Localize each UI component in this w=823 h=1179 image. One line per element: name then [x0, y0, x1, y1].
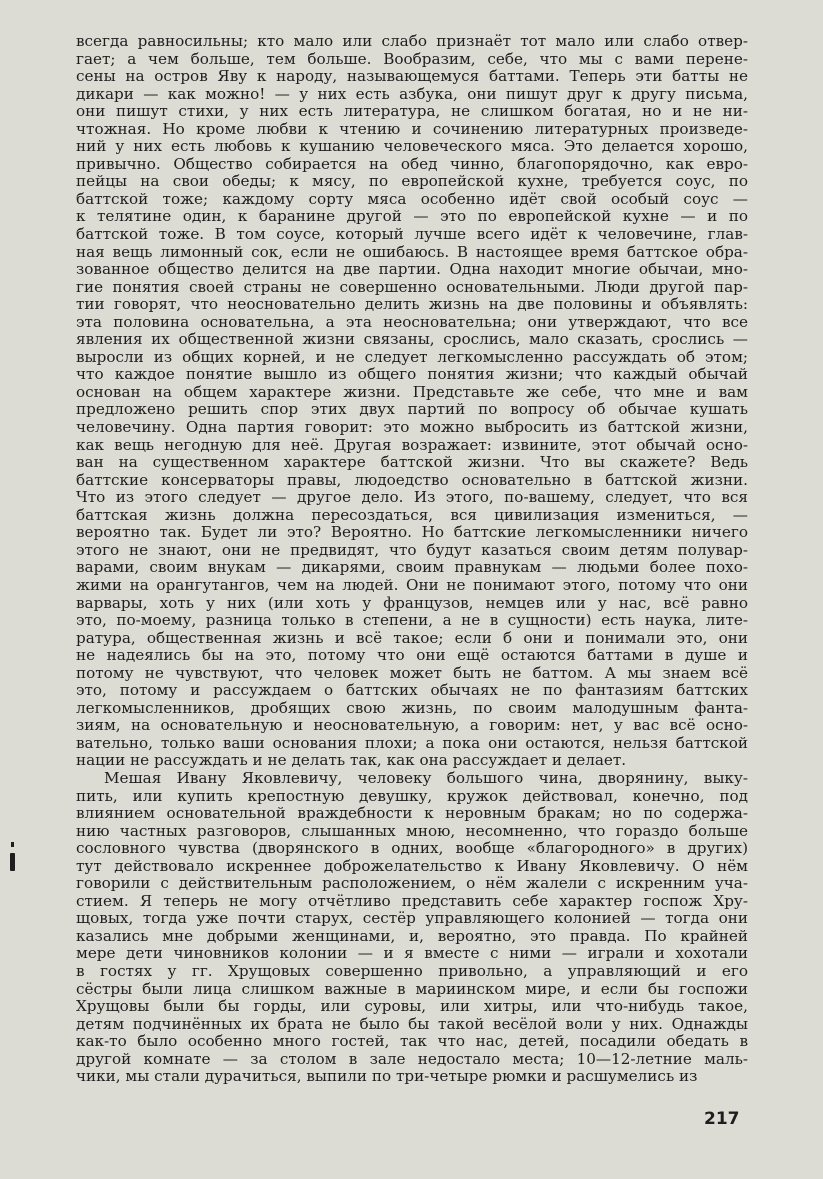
paragraph — [76, 33, 748, 770]
text-line: баттские консерваторы правы, людоедство основательно в баттской жизни. — [76, 470, 748, 489]
text-line: другой комнате — за столом в зале недостало места; 10—12-летние маль- — [76, 1049, 748, 1068]
text-line: выросли из общих корней, и не следует легкомысленно рассуждать об этом; — [76, 347, 748, 366]
text-line: жими на орангутангов, чем на людей. Они не понимают этого, потому что они — [76, 575, 748, 594]
text-line: в гостях у гг. Хрущовых совершенно привольно, а управляющий и его — [76, 961, 748, 980]
text-line: как вещь негодную для неё. Другая возражает: извините, этот обычай осно- — [76, 435, 748, 454]
text-line: пейцы на свои обеды; к мясу, по европейской кухне, требуется соус, по — [76, 172, 748, 191]
text-line: человечину. Одна партия говорит: это можно выбросить из баттской жизни, — [76, 418, 748, 437]
text-line: говорили с действительным расположением, о нём жалели с искренним уча- — [76, 874, 748, 893]
text-line: эта половина основательна, а эта неосновательна; они утверждают, что все — [76, 312, 748, 331]
text-line: казались мне добрыми женщинами, и, вероятно, это правда. По крайней — [76, 926, 748, 945]
text-line: привычно. Общество собирается на обед чинно, благопорядочно, как евро- — [76, 154, 748, 173]
text-line: влиянием основательной враждебности к неровным бракам; но по содержа- — [76, 804, 748, 823]
text-line: варами, своим внукам — дикарями, своим правнукам — людьми более похо- — [76, 558, 748, 577]
text-line: варвары, хоть у них (или хоть у французов, немцев или у нас, всё равно — [76, 593, 748, 612]
text-line: что каждое понятие вышло из общего понятия жизни; что каждый обычай — [76, 365, 748, 384]
text-line: этого не знают, они не предвидят, что будут казаться своим детям полувар- — [76, 540, 748, 559]
text-line: нию частных разговоров, слышанных мною, несомненно, что гораздо больше — [76, 821, 748, 840]
text-line: пить, или купить крепостную девушку, кружок действовал, конечно, под — [76, 786, 748, 805]
text-line: ная вещь лимонный сок, если не ошибаюсь. В настоящее время баттское обра- — [76, 242, 748, 261]
text-line: чики, мы стали дурачиться, выпили по три-четыре рюмки и расшумелись из — [76, 1067, 698, 1086]
text-line: баттской тоже; каждому сорту мяса особенно идёт свой особый соус — — [76, 189, 748, 208]
text-line: вероятно так. Будет ли это? Вероятно. Но баттские легкомысленники ничего — [76, 523, 748, 542]
text-line: потому не чувствуют, что человек может быть не баттом. А мы знаем всё — [76, 663, 748, 682]
text-line: не надеялись бы на это, потому что они ещё остаются баттами в душе и — [76, 646, 748, 665]
text-line: всегда равносильны; кто мало или слабо признаёт тот мало или слабо отвер- — [76, 32, 748, 50]
body-text — [76, 33, 748, 1086]
text-line: баттская жизнь должна пересоздаться, вся цивилизация измениться, — — [76, 505, 748, 524]
margin-mark-dot — [11, 842, 14, 847]
text-line: это, потому и рассуждаем о баттских обычаях не по фантазиям баттских — [76, 681, 748, 700]
text-line: зиям, на основательную и неосновательную, а говорим: нет, у вас всё осно- — [76, 716, 748, 735]
text-line: нации не рассуждать и не делать так, как она рассуждает и делает. — [76, 751, 627, 770]
text-line: Мешая Ивану Яковлевичу, человеку большого чина, дворянину, выку- — [104, 768, 748, 787]
text-line: как-то было особенно много гостей, так что нас, детей, посадили обедать в — [76, 1032, 748, 1051]
text-line: сословного чувства (дворянского в одних, вообще «благородного» в других) — [76, 839, 748, 858]
text-line: стием. Я теперь не могу отчётливо представить себе характер госпож Хру- — [76, 891, 748, 910]
text-line: они пишут стихи, у них есть литература, не слишком богатая, но и не ни- — [76, 102, 748, 121]
text-line: ратура, общественная жизнь и всё такое; если б они и понимали это, они — [76, 628, 748, 647]
text-line: предложено решить спор этих двух партий по вопросу об обычае кушать — [76, 400, 748, 419]
text-line: ний у них есть любовь к кушанию человеческого мяса. Это делается хорошо, — [76, 137, 748, 156]
text-line: к телятине один, к баранине другой — это по европейской кухне — и по — [76, 207, 748, 226]
text-line: гие понятия своей страны не совершенно основательными. Люди другой пар- — [76, 277, 748, 296]
text-line: сёстры были лица слишком важные в мариинском мире, и если бы госпожи — [76, 979, 748, 998]
text-line: мере дети чиновников колонии — и я вместе с ними — играли и хохотали — [76, 944, 748, 963]
text-line: сены на остров Яву к народу, называющемуся баттами. Теперь эти батты не — [76, 67, 748, 86]
text-line: зованное общество делится на две партии. Одна находит многие обычаи, мно- — [76, 260, 748, 279]
text-line: дикари — как можно! — у них есть азбука, они пишут друг к другу письма, — [76, 84, 748, 103]
text-line: легкомысленников, дробящих свою жизнь, по своим малодушным фанта- — [76, 698, 748, 717]
text-line: баттской тоже. В том соусе, который лучше всего идёт к человечине, глав- — [76, 225, 748, 244]
paragraph — [76, 770, 748, 1086]
text-line: Хрущовы были бы горды, или суровы, или хитры, или что-нибудь такое, — [76, 997, 748, 1016]
text-line: ван на существенном характере баттской жизни. Что вы скажете? Ведь — [76, 453, 748, 472]
page-number: 217 — [704, 1109, 740, 1129]
text-line: щовых, тогда уже почти старух, сестёр управляющего колонией — тогда они — [76, 909, 748, 928]
text-line: гает; а чем больше, тем больше. Вообразим, себе, что мы с вами перене- — [76, 49, 748, 68]
text-line: тии говорят, что неосновательно делить жизнь на две половины и объявлять: — [76, 295, 748, 314]
text-line: чтожная. Но кроме любви к чтению и сочинению литературных произведе- — [76, 119, 748, 138]
text-line: Что из этого следует — другое дело. Из этого, по-вашему, следует, что вся — [76, 488, 748, 507]
text-line: это, по-моему, разница только в степени, а не в сущности) есть наука, лите- — [76, 611, 748, 630]
text-line: детям подчинённых их брата не было бы такой весёлой воли у них. Однажды — [76, 1014, 748, 1033]
text-line: явления их общественной жизни связаны, срослись, мало сказать, срослись — — [76, 330, 748, 349]
margin-mark — [10, 853, 15, 871]
text-line: вательно, только ваши основания плохи; а пока они остаются, нельзя баттской — [76, 733, 748, 752]
text-line: тут действовало искреннее доброжелательство к Ивану Яковлевичу. О нём — [76, 856, 748, 875]
text-line: основан на общем характере жизни. Представьте же себе, что мне и вам — [76, 382, 748, 401]
